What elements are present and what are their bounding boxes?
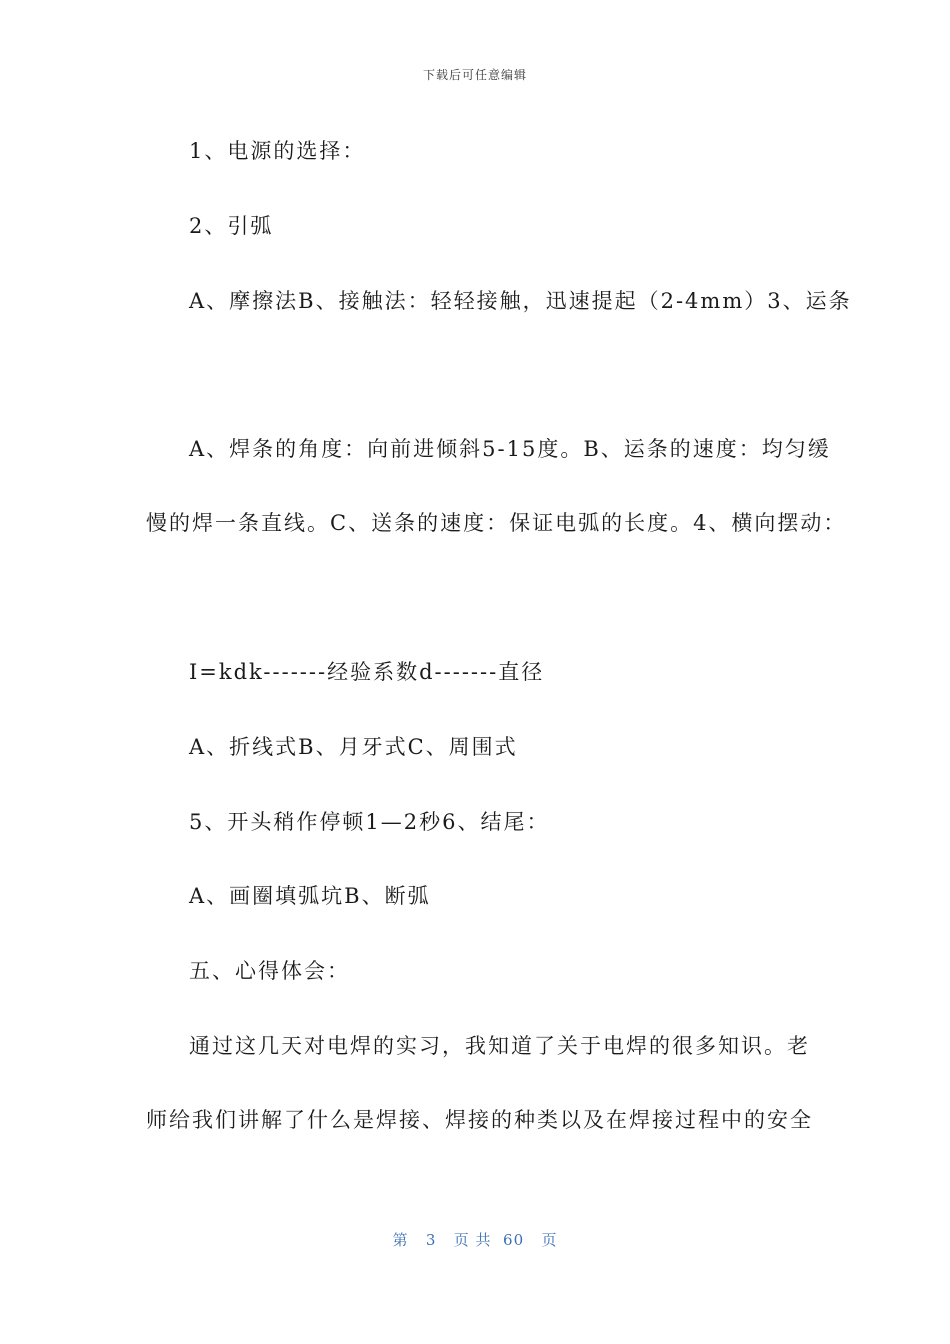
page-header: 下载后可任意编辑 bbox=[422, 68, 527, 82]
body-line: A、画圈填弧坑B、断弧 bbox=[189, 884, 431, 908]
body-line: A、摩擦法B、接触法：轻轻接触，迅速提起（2-4mm）3、运条 bbox=[189, 289, 852, 313]
body-line: I=kdk-------经验系数d-------直径 bbox=[189, 660, 545, 684]
body-line: 2、引弧 bbox=[189, 214, 274, 238]
body-line: 5、开头稍作停顿1—2秒6、结尾： bbox=[189, 810, 550, 834]
section-heading: 五、心得体会： bbox=[189, 959, 350, 983]
body-line: A、折线式B、月牙式C、周围式 bbox=[189, 735, 518, 759]
body-line: A、焊条的角度：向前进倾斜5-15度。B、运条的速度：均匀缓 bbox=[189, 437, 831, 461]
current-page-number: 3 bbox=[425, 1231, 437, 1249]
page-footer bbox=[0, 1229, 950, 1250]
body-line: 师给我们讲解了什么是焊接、焊接的种类以及在焊接过程中的安全 bbox=[146, 1108, 813, 1132]
page-label-prefix: 第 bbox=[392, 1231, 409, 1249]
body-line: 通过这几天对电焊的实习，我知道了关于电焊的很多知识。老 bbox=[189, 1034, 810, 1058]
page-label-mid: 页 共 bbox=[453, 1231, 492, 1249]
total-page-count: 60 bbox=[503, 1231, 525, 1249]
body-line: 慢的焊一条直线。C、送条的速度：保证电弧的长度。4、横向摆动： bbox=[146, 511, 847, 535]
page-label-suffix: 页 bbox=[541, 1231, 558, 1249]
body-line: 1、电源的选择： bbox=[189, 139, 366, 163]
